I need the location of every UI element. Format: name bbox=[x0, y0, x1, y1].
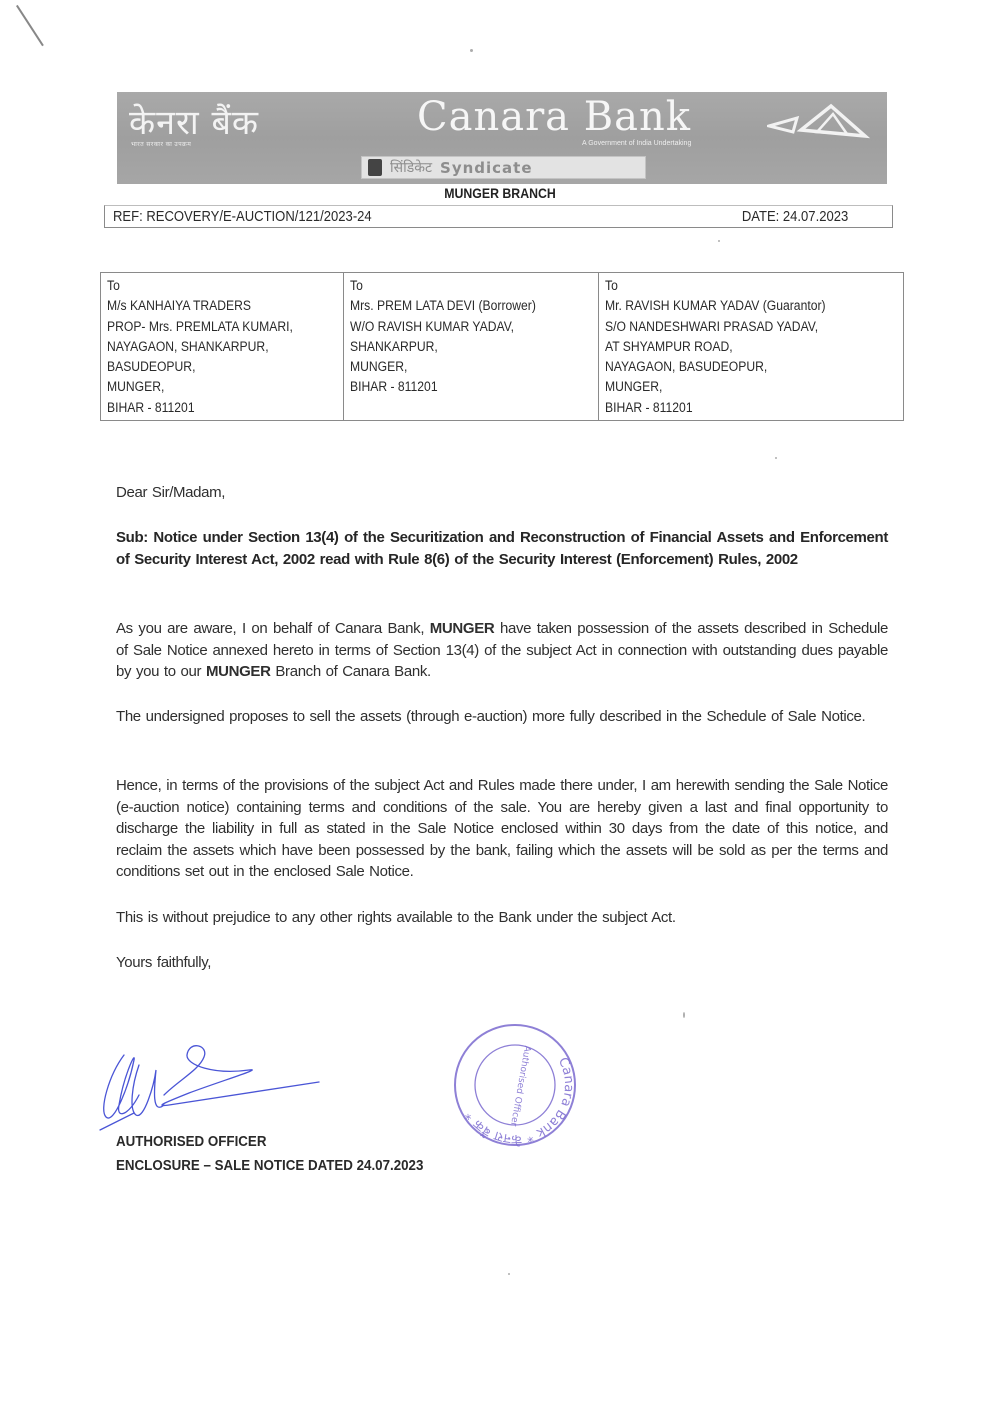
address-line: W/O RAVISH KUMAR YADAV, bbox=[350, 318, 515, 334]
branch-bold: MUNGER bbox=[206, 663, 271, 680]
address-line: To bbox=[350, 278, 363, 293]
officer-block bbox=[116, 1130, 450, 1178]
bank-name-hindi: केनरा बैंक bbox=[129, 103, 260, 143]
branch-name: MUNGER BRANCH bbox=[444, 185, 556, 201]
address-line: To bbox=[107, 278, 120, 293]
closing: Yours faithfully, bbox=[116, 954, 212, 971]
paragraph-possession bbox=[116, 618, 888, 683]
paragraph-text: This is without prejudice to any other rights available to the Bank under the subject Act. bbox=[116, 909, 676, 926]
addressee-cell-borrower bbox=[344, 273, 599, 421]
letterhead-banner bbox=[117, 92, 887, 184]
address-line: BIHAR - 811201 bbox=[350, 379, 438, 395]
addressee-cell-guarantor bbox=[599, 273, 904, 421]
paragraph-text bbox=[116, 618, 888, 683]
address-line: NAYAGAON, SHANKARPUR, bbox=[107, 338, 269, 354]
subject-text: Sub: Notice under Section 13(4) of the Securitization and Reconstruction of Financial Assets and Enforcement of Security Interest Act, 2002 read with Rule 8(6) of the Security Interest (Enforcement) Rules, 2002 bbox=[116, 529, 888, 568]
scan-speck bbox=[775, 457, 777, 459]
enclosure-note: ENCLOSURE – SALE NOTICE DATED 24.07.2023 bbox=[116, 1158, 424, 1174]
scan-speck bbox=[508, 1273, 510, 1275]
text-run: As you are aware, I on behalf of Canara Bank, bbox=[116, 620, 430, 637]
address-line: Mrs. PREM LATA DEVI (Borrower) bbox=[350, 298, 536, 314]
address-line: M/s KANHAIYA TRADERS bbox=[107, 298, 252, 314]
address-line: BIHAR - 811201 bbox=[107, 399, 195, 415]
address-line: S/O NANDESHWARI PRASAD YADAV, bbox=[605, 318, 819, 334]
address-line: MUNGER, bbox=[107, 379, 165, 395]
paragraph-text: Hence, in terms of the provisions of the subject Act and Rules made there under, I am herewith sending the Sale Notice (e-auction notice) containing terms and conditions of the sale. You are hereby given a last and final opportunity to discharge the liability in full as stated in the Sale Notice enclosed within 30 days from the date of this notice, and reclaim the assets which have been possessed by the bank, failing which the assets will be sold as per the terms and conditions set out in the enclosed Sale Notice. bbox=[116, 777, 888, 880]
bank-name: Canara Bank bbox=[417, 94, 691, 140]
paragraph-final-opportunity bbox=[116, 775, 888, 883]
scan-speck bbox=[683, 1012, 685, 1018]
scan-artifact-line bbox=[16, 5, 44, 46]
bank-subtitle: A Government of India Undertaking bbox=[582, 140, 692, 147]
reference-number: REF: RECOVERY/E-AUCTION/121/2023-24 bbox=[113, 208, 372, 225]
text-run: Branch of Canara Bank. bbox=[270, 663, 431, 680]
paragraph-without-prejudice bbox=[116, 907, 888, 929]
address-line: AT SHYAMPUR ROAD, bbox=[605, 338, 733, 354]
subject-line bbox=[116, 527, 888, 570]
officer-title: AUTHORISED OFFICER bbox=[116, 1134, 267, 1150]
handwritten-signature-icon bbox=[94, 1035, 329, 1135]
address-line: To bbox=[605, 278, 618, 293]
paragraph-sale-proposal bbox=[116, 706, 888, 728]
canara-triangle-logo-icon bbox=[767, 102, 877, 142]
address-line: PROP- Mrs. PREMLATA KUMARI, bbox=[107, 318, 293, 334]
letter-date: DATE: 24.07.2023 bbox=[741, 208, 848, 225]
salutation: Dear Sir/Madam, bbox=[116, 484, 226, 501]
addressee-cell-firm bbox=[101, 273, 344, 421]
scan-speck bbox=[718, 240, 720, 242]
address-line: MUNGER, bbox=[605, 379, 663, 395]
text-run: have taken possession of the assets described in Schedule of Sale Notice annexed hereto in terms of Section 13(4) of the subject Act in connection with outstanding dues payable by you to our bbox=[116, 620, 888, 680]
paragraph-text: The undersigned proposes to sell the assets (through e-auction) more fully described in the Schedule of Sale Notice. bbox=[116, 708, 866, 725]
addressee-row bbox=[101, 273, 904, 421]
address-line: BIHAR - 811201 bbox=[605, 399, 693, 415]
scan-speck bbox=[470, 49, 473, 52]
address-line: NAYAGAON, BASUDEOPUR, bbox=[605, 359, 768, 375]
syndicate-name: Syndicate bbox=[440, 158, 533, 177]
syndicate-badge bbox=[361, 156, 646, 179]
address-line: Mr. RAVISH KUMAR YADAV (Guarantor) bbox=[605, 298, 826, 314]
addressee-table bbox=[100, 272, 904, 421]
reference-bar bbox=[104, 205, 893, 228]
address-line: MUNGER, bbox=[350, 359, 408, 375]
address-line: SHANKARPUR, bbox=[350, 338, 438, 354]
svg-text:Canara Bank * केनरा बैंक *: Canara Bank * केनरा बैंक * bbox=[462, 1055, 577, 1147]
branch-bold: MUNGER bbox=[429, 620, 495, 637]
syndicate-logo-icon bbox=[368, 159, 382, 176]
address-line: BASUDEOPUR, bbox=[107, 359, 196, 375]
bank-subtitle-hindi: भारत सरकार का उपक्रम bbox=[131, 142, 192, 148]
svg-text:Authorised Officer: Authorised Officer bbox=[507, 1044, 532, 1127]
bank-seal-stamp-icon bbox=[450, 1020, 580, 1150]
syndicate-hindi: सिंडिकेट bbox=[390, 160, 433, 176]
